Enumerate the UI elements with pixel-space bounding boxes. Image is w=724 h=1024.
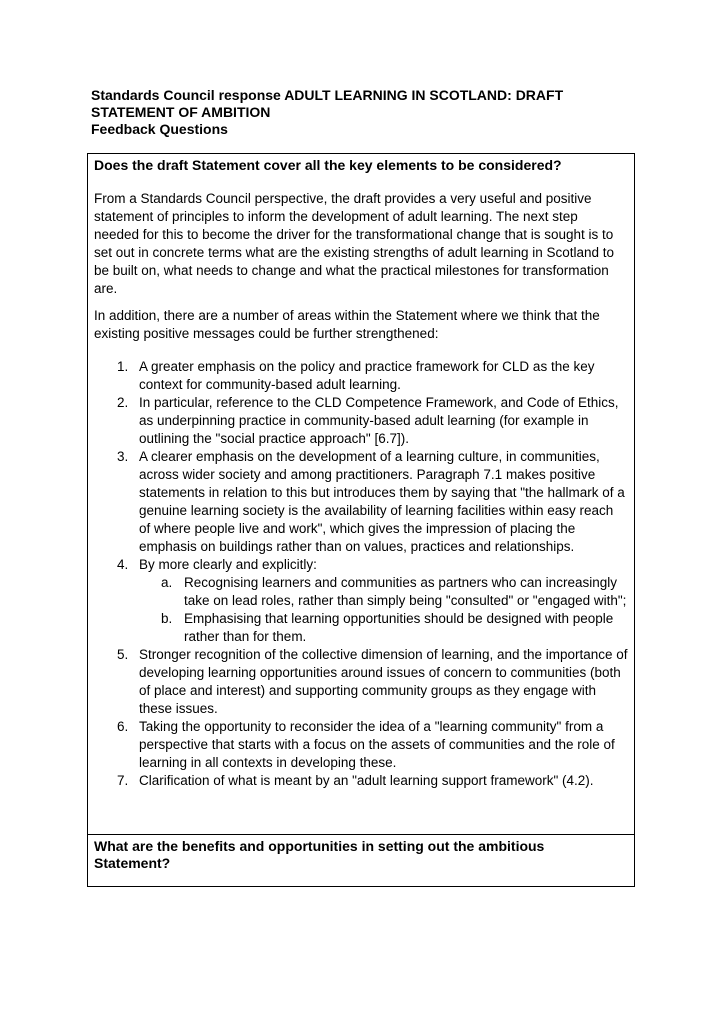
list-item-number: 6.: [117, 719, 129, 734]
list-item-text: A clearer emphasis on the development of a learning culture, in communities, across wider society and among practitioners. Paragraph 7.1 makes positive statements in relation to this but introduces them by saying that "the hallmark of a genuine learning society is the availability of learning facilities within easy reach of where people live and work", which gives the impression of placing the emphasis on buildings rather than on values, practices and relationships.: [139, 449, 625, 554]
list-item-text: Clarification of what is meant by an "adult learning support framework" (4.2).: [139, 773, 594, 788]
list-item: [88, 646, 628, 718]
list-item-text: A greater emphasis on the policy and practice framework for CLD as the key context for community-based adult learning.: [139, 359, 595, 392]
heading-line-1: Standards Council response ADULT LEARNING IN SCOTLAND: DRAFT: [91, 87, 564, 103]
list-item-text: In particular, reference to the CLD Competence Framework, and Code of Ethics, as underpinning practice in community-based adult learning (for example in outlining the "social practice approach" [6.7]).: [139, 395, 619, 446]
question-1: Does the draft Statement cover all the key elements to be considered?: [94, 157, 562, 173]
sub-list-item-text: Recognising learners and communities as partners who can increasingly take on lead roles, rather than simply being "consulted" or "engaged with";: [184, 575, 627, 608]
list-item: [88, 718, 628, 772]
response-paragraph-2: In addition, there are a number of areas within the Statement where we think that the existing positive messages could be further strengthened:: [94, 308, 600, 341]
sub-list-item-letter: b.: [161, 611, 173, 626]
list-item-text: By more clearly and explicitly:: [139, 557, 317, 572]
sub-list-item: [139, 610, 628, 646]
document-heading: [91, 87, 651, 138]
table-row-divider: [88, 834, 634, 835]
response-paragraph-1: From a Standards Council perspective, the draft provides a very useful and positive statement of principles to inform the development of adult learning. The next step needed for this to become the driver for the transformational change that is sought is to set out in concrete terms what are the existing strengths of adult learning in Scotland to be built on, what needs to change and what the practical milestones for transformation are.: [94, 191, 615, 296]
list-item-text: Taking the opportunity to reconsider the idea of a "learning community" from a perspective that starts with a focus on the assets of communities and the role of learning in all contexts in developing these.: [139, 719, 615, 770]
sub-list-item: [139, 574, 628, 610]
recommendations-list: [88, 358, 628, 790]
list-item-number: 2.: [117, 395, 129, 410]
feedback-table: [87, 153, 635, 887]
list-item: [88, 358, 628, 394]
sub-list-item-text: Emphasising that learning opportunities should be designed with people rather than for them.: [184, 611, 614, 644]
list-item-number: 7.: [117, 773, 129, 788]
sub-list: [139, 574, 628, 646]
list-item-number: 5.: [117, 647, 129, 662]
list-item-number: 4.: [117, 557, 129, 572]
list-item-number: 3.: [117, 449, 129, 464]
list-item: [88, 556, 628, 646]
list-item-text: Stronger recognition of the collective dimension of learning, and the importance of developing learning opportunities around issues of concern to communities (both of place and interest) and supporting community groups as they engage with these issues.: [139, 647, 628, 716]
list-item: [88, 772, 628, 790]
heading-line-3: Feedback Questions: [91, 121, 228, 137]
list-item: [88, 448, 628, 556]
question-2: What are the benefits and opportunities in setting out the ambitious Statement?: [94, 838, 545, 871]
list-item: [88, 394, 628, 448]
list-item-number: 1.: [117, 359, 129, 374]
sub-list-item-letter: a.: [161, 575, 173, 590]
heading-line-2: STATEMENT OF AMBITION: [91, 104, 271, 120]
